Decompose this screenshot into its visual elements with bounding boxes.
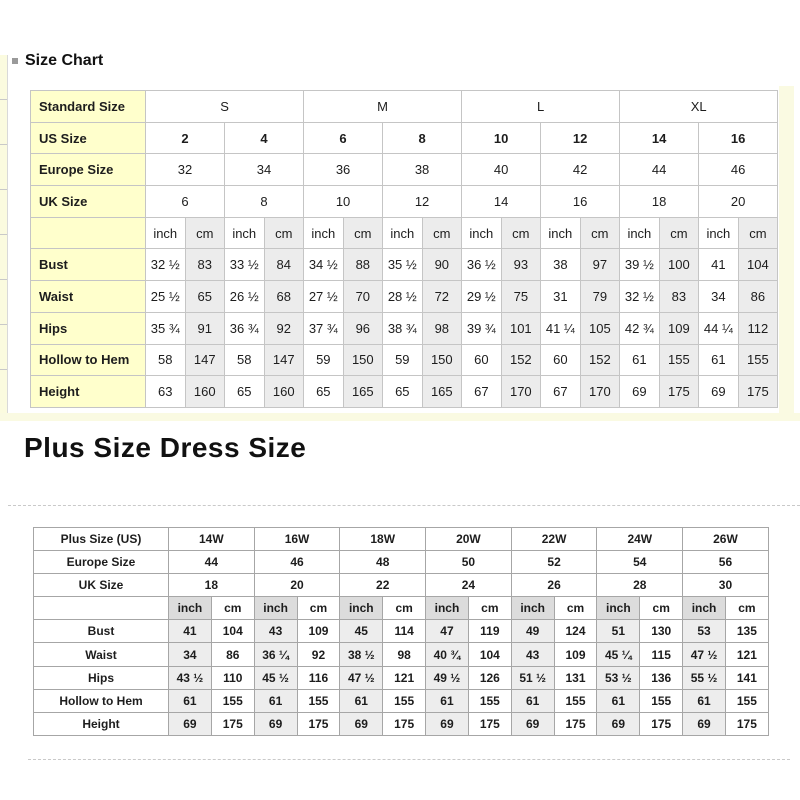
value-cell: 175: [297, 712, 340, 735]
row-label: Hollow to Hem: [34, 689, 169, 712]
row-label: Bust: [31, 249, 146, 281]
value-cell: 47 ½: [340, 666, 383, 689]
value-cell: 121: [725, 643, 768, 666]
size-cell: 42: [541, 154, 620, 186]
dashed-divider-bottom: [28, 759, 790, 760]
value-cell: 53: [683, 620, 726, 643]
size-cell: 20W: [426, 528, 512, 551]
size-cell: 6: [304, 122, 383, 154]
unit-cell: cm: [640, 597, 683, 620]
value-cell: 104: [468, 643, 511, 666]
value-cell: 124: [554, 620, 597, 643]
value-cell: 61: [683, 689, 726, 712]
value-cell: 150: [422, 344, 462, 376]
value-cell: 61: [254, 689, 297, 712]
value-cell: 43: [254, 620, 297, 643]
size-chart-table: [30, 90, 778, 408]
section-divider-band: [0, 413, 800, 421]
value-cell: 26 ½: [225, 281, 265, 313]
value-cell: 83: [659, 281, 699, 313]
value-cell: 45: [340, 620, 383, 643]
value-cell: 155: [297, 689, 340, 712]
size-cell: 18: [169, 574, 255, 597]
value-cell: 32 ½: [620, 281, 660, 313]
value-cell: 69: [511, 712, 554, 735]
table-row: [34, 574, 769, 597]
value-cell: 160: [264, 376, 304, 408]
unit-cell: cm: [468, 597, 511, 620]
size-chart-heading: [12, 52, 103, 70]
value-cell: 92: [264, 312, 304, 344]
value-cell: 36 ¼: [254, 643, 297, 666]
row-label: Europe Size: [31, 154, 146, 186]
unit-cell: inch: [511, 597, 554, 620]
size-cell: 44: [620, 154, 699, 186]
value-cell: 42 ¾: [620, 312, 660, 344]
value-cell: 84: [264, 249, 304, 281]
unit-cell: inch: [383, 217, 423, 249]
value-cell: 69: [683, 712, 726, 735]
value-cell: 69: [426, 712, 469, 735]
table-row: [34, 597, 769, 620]
value-cell: 109: [554, 643, 597, 666]
value-cell: 69: [254, 712, 297, 735]
row-label: Plus Size (US): [34, 528, 169, 551]
value-cell: 41: [699, 249, 739, 281]
value-cell: 104: [211, 620, 254, 643]
size-cell: 54: [597, 551, 683, 574]
size-cell: 22: [340, 574, 426, 597]
unit-cell: cm: [725, 597, 768, 620]
size-cell: 28: [597, 574, 683, 597]
unit-cell: cm: [264, 217, 304, 249]
value-cell: 105: [580, 312, 620, 344]
size-cell: 44: [169, 551, 255, 574]
value-cell: 41 ¼: [541, 312, 581, 344]
value-cell: 61: [169, 689, 212, 712]
value-cell: 155: [640, 689, 683, 712]
value-cell: 115: [640, 643, 683, 666]
value-cell: 175: [383, 712, 426, 735]
value-cell: 175: [468, 712, 511, 735]
value-cell: 35 ¾: [146, 312, 186, 344]
unit-cell: inch: [254, 597, 297, 620]
table-row: [34, 528, 769, 551]
size-cell: 12: [541, 122, 620, 154]
value-cell: 51: [597, 620, 640, 643]
bullet-square-icon: [12, 58, 18, 64]
table-row: [34, 643, 769, 666]
size-cell: 14: [462, 186, 541, 218]
unit-cell: cm: [738, 217, 778, 249]
value-cell: 34 ½: [304, 249, 344, 281]
value-cell: 45 ¼: [597, 643, 640, 666]
value-cell: 61: [511, 689, 554, 712]
size-cell: 16: [541, 186, 620, 218]
size-cell: 50: [426, 551, 512, 574]
unit-cell: inch: [462, 217, 502, 249]
size-cell: XL: [620, 91, 778, 123]
value-cell: 141: [725, 666, 768, 689]
value-cell: 90: [422, 249, 462, 281]
value-cell: 60: [462, 344, 502, 376]
value-cell: 25 ½: [146, 281, 186, 313]
unit-cell: cm: [659, 217, 699, 249]
size-cell: 32: [146, 154, 225, 186]
table-row: [31, 376, 778, 408]
value-cell: 160: [185, 376, 225, 408]
unit-cell: cm: [422, 217, 462, 249]
value-cell: 170: [501, 376, 541, 408]
value-cell: 165: [422, 376, 462, 408]
value-cell: 92: [297, 643, 340, 666]
value-cell: 34: [699, 281, 739, 313]
unit-cell: inch: [699, 217, 739, 249]
table-row: [31, 91, 778, 123]
value-cell: 75: [501, 281, 541, 313]
size-cell: 46: [699, 154, 778, 186]
size-cell: 10: [304, 186, 383, 218]
value-cell: 29 ½: [462, 281, 502, 313]
value-cell: 49 ½: [426, 666, 469, 689]
size-cell: 26: [511, 574, 597, 597]
unit-cell: cm: [185, 217, 225, 249]
value-cell: 36 ½: [462, 249, 502, 281]
value-cell: 59: [304, 344, 344, 376]
table-row: [31, 249, 778, 281]
value-cell: 175: [738, 376, 778, 408]
value-cell: 69: [169, 712, 212, 735]
table-row: [34, 551, 769, 574]
size-cell: 14: [620, 122, 699, 154]
size-cell: 56: [683, 551, 769, 574]
value-cell: 86: [211, 643, 254, 666]
size-cell: 34: [225, 154, 304, 186]
value-cell: 40 ¾: [426, 643, 469, 666]
size-cell: 40: [462, 154, 541, 186]
value-cell: 110: [211, 666, 254, 689]
size-cell: 24W: [597, 528, 683, 551]
plus-size-table: [33, 527, 769, 736]
value-cell: 112: [738, 312, 778, 344]
value-cell: 136: [640, 666, 683, 689]
size-cell: 8: [225, 186, 304, 218]
value-cell: 53 ½: [597, 666, 640, 689]
size-cell: 46: [254, 551, 340, 574]
value-cell: 109: [297, 620, 340, 643]
value-cell: 70: [343, 281, 383, 313]
table-row: [31, 281, 778, 313]
size-cell: 22W: [511, 528, 597, 551]
value-cell: 131: [554, 666, 597, 689]
table-row: [31, 344, 778, 376]
size-cell: 20: [699, 186, 778, 218]
table-row: [31, 154, 778, 186]
dashed-divider-top: [8, 505, 800, 506]
row-label: UK Size: [34, 574, 169, 597]
value-cell: 98: [422, 312, 462, 344]
value-cell: 69: [699, 376, 739, 408]
unit-cell: inch: [225, 217, 265, 249]
value-cell: 114: [383, 620, 426, 643]
value-cell: 109: [659, 312, 699, 344]
value-cell: 165: [343, 376, 383, 408]
value-cell: 104: [738, 249, 778, 281]
value-cell: 135: [725, 620, 768, 643]
size-chart-table-body: [31, 91, 778, 408]
value-cell: 93: [501, 249, 541, 281]
value-cell: 61: [340, 689, 383, 712]
size-cell: 8: [383, 122, 462, 154]
table-row: [34, 712, 769, 735]
value-cell: 45 ½: [254, 666, 297, 689]
unit-cell: inch: [541, 217, 581, 249]
size-cell: 6: [146, 186, 225, 218]
table-row: [34, 689, 769, 712]
row-label: [34, 597, 169, 620]
value-cell: 116: [297, 666, 340, 689]
value-cell: 61: [426, 689, 469, 712]
value-cell: 150: [343, 344, 383, 376]
size-cell: 20: [254, 574, 340, 597]
value-cell: 61: [620, 344, 660, 376]
value-cell: 96: [343, 312, 383, 344]
row-label: Height: [31, 376, 146, 408]
unit-cell: inch: [683, 597, 726, 620]
size-cell: M: [304, 91, 462, 123]
table-row: [31, 122, 778, 154]
left-edge-artifact: [0, 55, 8, 413]
row-label: Waist: [34, 643, 169, 666]
value-cell: 100: [659, 249, 699, 281]
value-cell: 38 ½: [340, 643, 383, 666]
value-cell: 101: [501, 312, 541, 344]
value-cell: 91: [185, 312, 225, 344]
value-cell: 35 ½: [383, 249, 423, 281]
table-row: [34, 666, 769, 689]
value-cell: 27 ½: [304, 281, 344, 313]
size-cell: L: [462, 91, 620, 123]
value-cell: 68: [264, 281, 304, 313]
size-cell: 18W: [340, 528, 426, 551]
value-cell: 152: [580, 344, 620, 376]
value-cell: 49: [511, 620, 554, 643]
size-cell: 24: [426, 574, 512, 597]
value-cell: 67: [462, 376, 502, 408]
value-cell: 155: [659, 344, 699, 376]
unit-cell: inch: [304, 217, 344, 249]
size-cell: S: [146, 91, 304, 123]
value-cell: 155: [211, 689, 254, 712]
row-label: Hollow to Hem: [31, 344, 146, 376]
size-cell: 14W: [169, 528, 255, 551]
size-cell: 18: [620, 186, 699, 218]
value-cell: 69: [597, 712, 640, 735]
table-row: [31, 312, 778, 344]
unit-cell: cm: [297, 597, 340, 620]
value-cell: 65: [304, 376, 344, 408]
value-cell: 83: [185, 249, 225, 281]
value-cell: 58: [146, 344, 186, 376]
unit-cell: inch: [597, 597, 640, 620]
unit-cell: inch: [620, 217, 660, 249]
value-cell: 175: [554, 712, 597, 735]
value-cell: 155: [725, 689, 768, 712]
value-cell: 60: [541, 344, 581, 376]
value-cell: 175: [725, 712, 768, 735]
value-cell: 47: [426, 620, 469, 643]
value-cell: 39 ¾: [462, 312, 502, 344]
size-cell: 48: [340, 551, 426, 574]
value-cell: 130: [640, 620, 683, 643]
row-label: Height: [34, 712, 169, 735]
row-label: Standard Size: [31, 91, 146, 123]
value-cell: 43: [511, 643, 554, 666]
size-cell: 4: [225, 122, 304, 154]
value-cell: 28 ½: [383, 281, 423, 313]
unit-cell: inch: [340, 597, 383, 620]
value-cell: 170: [580, 376, 620, 408]
value-cell: 37 ¾: [304, 312, 344, 344]
row-label: Hips: [34, 666, 169, 689]
value-cell: 69: [620, 376, 660, 408]
value-cell: 63: [146, 376, 186, 408]
value-cell: 61: [597, 689, 640, 712]
size-cell: 30: [683, 574, 769, 597]
value-cell: 72: [422, 281, 462, 313]
value-cell: 86: [738, 281, 778, 313]
size-cell: 36: [304, 154, 383, 186]
row-label: US Size: [31, 122, 146, 154]
value-cell: 31: [541, 281, 581, 313]
value-cell: 47 ½: [683, 643, 726, 666]
value-cell: 34: [169, 643, 212, 666]
value-cell: 152: [501, 344, 541, 376]
size-cell: 16W: [254, 528, 340, 551]
plus-size-heading: Plus Size Dress Size: [24, 432, 307, 463]
value-cell: 119: [468, 620, 511, 643]
table-row: [31, 217, 778, 249]
value-cell: 43 ½: [169, 666, 212, 689]
value-cell: 38 ¾: [383, 312, 423, 344]
value-cell: 55 ½: [683, 666, 726, 689]
size-cell: 26W: [683, 528, 769, 551]
size-cell: 10: [462, 122, 541, 154]
value-cell: 44 ¼: [699, 312, 739, 344]
value-cell: 155: [383, 689, 426, 712]
unit-cell: cm: [383, 597, 426, 620]
value-cell: 79: [580, 281, 620, 313]
value-cell: 51 ½: [511, 666, 554, 689]
unit-cell: inch: [146, 217, 186, 249]
value-cell: 61: [699, 344, 739, 376]
unit-cell: cm: [211, 597, 254, 620]
size-chart-heading-label: Size Chart: [25, 52, 104, 69]
value-cell: 58: [225, 344, 265, 376]
value-cell: 67: [541, 376, 581, 408]
right-edge-strip: [779, 86, 794, 414]
value-cell: 147: [185, 344, 225, 376]
plus-size-table-body: [34, 528, 769, 736]
value-cell: 97: [580, 249, 620, 281]
unit-cell: cm: [580, 217, 620, 249]
size-cell: 16: [699, 122, 778, 154]
value-cell: 65: [225, 376, 265, 408]
row-label: Bust: [34, 620, 169, 643]
value-cell: 147: [264, 344, 304, 376]
unit-cell: cm: [554, 597, 597, 620]
value-cell: 88: [343, 249, 383, 281]
size-cell: 2: [146, 122, 225, 154]
row-label: UK Size: [31, 186, 146, 218]
row-label: [31, 217, 146, 249]
value-cell: 65: [185, 281, 225, 313]
unit-cell: inch: [169, 597, 212, 620]
size-cell: 12: [383, 186, 462, 218]
unit-cell: inch: [426, 597, 469, 620]
value-cell: 126: [468, 666, 511, 689]
value-cell: 41: [169, 620, 212, 643]
size-cell: 52: [511, 551, 597, 574]
table-row: [31, 186, 778, 218]
value-cell: 175: [640, 712, 683, 735]
value-cell: 36 ¾: [225, 312, 265, 344]
value-cell: 155: [554, 689, 597, 712]
value-cell: 38: [541, 249, 581, 281]
unit-cell: cm: [343, 217, 383, 249]
value-cell: 155: [738, 344, 778, 376]
value-cell: 155: [468, 689, 511, 712]
row-label: Waist: [31, 281, 146, 313]
row-label: Europe Size: [34, 551, 169, 574]
value-cell: 65: [383, 376, 423, 408]
value-cell: 32 ½: [146, 249, 186, 281]
value-cell: 175: [211, 712, 254, 735]
value-cell: 175: [659, 376, 699, 408]
unit-cell: cm: [501, 217, 541, 249]
row-label: Hips: [31, 312, 146, 344]
value-cell: 69: [340, 712, 383, 735]
value-cell: 33 ½: [225, 249, 265, 281]
value-cell: 98: [383, 643, 426, 666]
value-cell: 39 ½: [620, 249, 660, 281]
value-cell: 121: [383, 666, 426, 689]
size-cell: 38: [383, 154, 462, 186]
table-row: [34, 620, 769, 643]
value-cell: 59: [383, 344, 423, 376]
